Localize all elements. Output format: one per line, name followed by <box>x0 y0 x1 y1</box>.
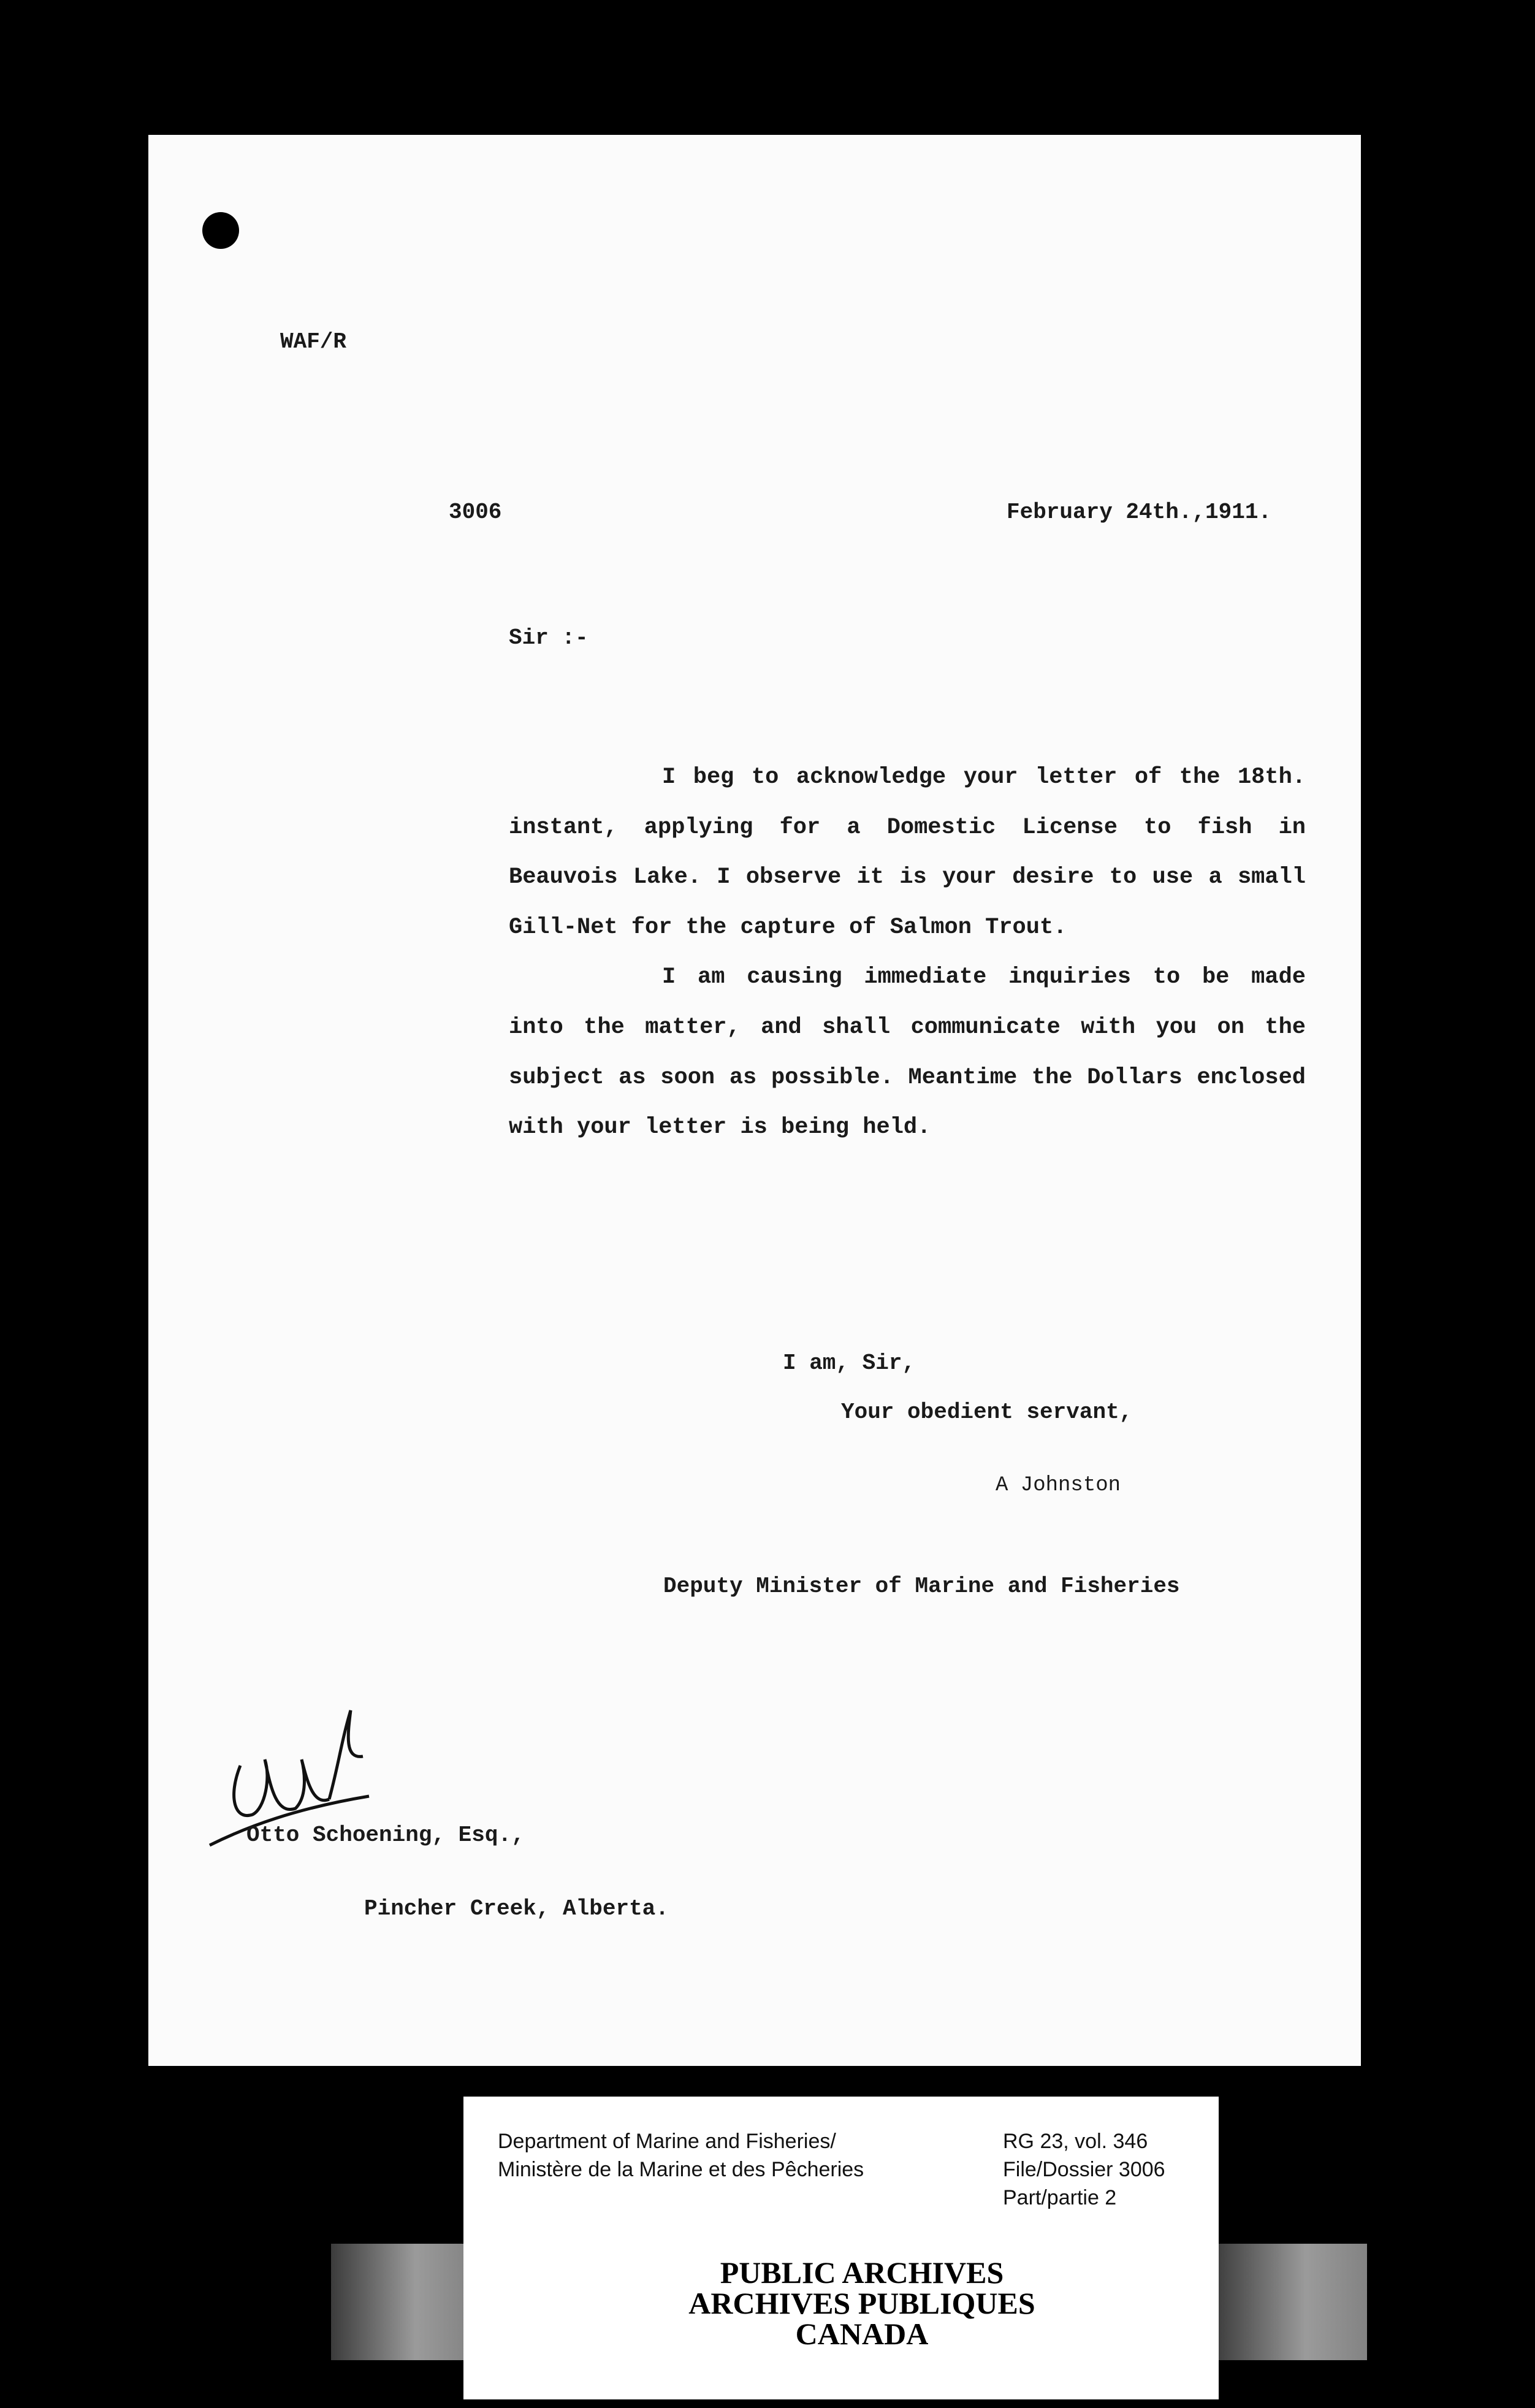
stamp-line-2: ARCHIVES PUBLIQUES <box>688 2286 1035 2320</box>
label-department <box>498 2127 864 2184</box>
department-en: Department of Marine and Fisheries/ <box>498 2130 836 2153</box>
stamp-line-1: PUBLIC ARCHIVES <box>720 2255 1004 2290</box>
label-reference <box>1003 2127 1165 2212</box>
letter-body <box>509 753 1306 1153</box>
department-fr: Ministère de la Marine et des Pêcheries <box>498 2158 864 2181</box>
label-band-right <box>1214 2244 1367 2360</box>
file-number: 3006 <box>449 500 502 525</box>
archive-label <box>463 2097 1219 2399</box>
addressee-place: Pincher Creek, Alberta. <box>364 1896 669 1921</box>
addressee-name: Otto Schoening, Esq., <box>246 1823 525 1848</box>
file-dossier: File/Dossier 3006 <box>1003 2158 1165 2181</box>
reference-initials: WAF/R <box>280 329 347 354</box>
salutation: Sir :- <box>509 625 588 650</box>
letter-date: February 24th.,1911. <box>1007 500 1272 525</box>
record-group: RG 23, vol. 346 <box>1003 2130 1148 2153</box>
closing-line-1: I am, Sir, <box>783 1351 916 1376</box>
label-band-left <box>331 2244 472 2360</box>
part-partie: Part/partie 2 <box>1003 2186 1117 2209</box>
closing-line-2: Your obedient servant, <box>841 1400 1133 1425</box>
signer-title: Deputy Minister of Marine and Fisheries <box>663 1574 1180 1599</box>
body-paragraph-2: I am causing immediate inquiries to be made into the matter, and shall communicate with you on the subject as soon as possible. Meantime the Dollars enclosed with your letter is being held. <box>509 964 1306 1141</box>
body-paragraph-1: I beg to acknowledge your letter of the 18th. instant, applying for a Domestic License to fish in Beauvois Lake. I observe it is your desire to use a small Gill-Net for the capture of Salmon Trout. <box>509 764 1306 940</box>
letter-page <box>148 135 1361 2066</box>
stamp-line-3: CANADA <box>795 2317 929 2351</box>
punch-hole <box>202 212 239 249</box>
archives-stamp <box>647 2257 1076 2349</box>
signer-name: A Johnston <box>996 1474 1121 1497</box>
